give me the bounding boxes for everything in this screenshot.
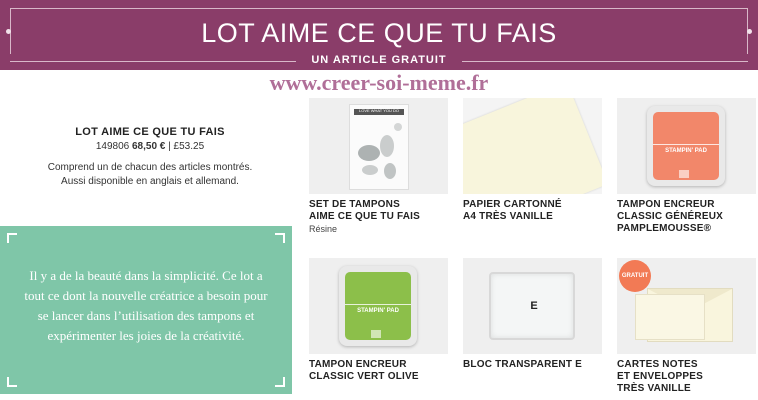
quote-box <box>0 226 292 394</box>
corner-ornament-icon <box>273 233 285 245</box>
corner-ornament-icon <box>7 375 19 387</box>
ink-pad-image <box>339 266 417 346</box>
product-name: CARTES NOTES ET ENVELOPPES TRÈS VANILLE <box>617 359 703 394</box>
bundle-info <box>0 126 300 189</box>
watermark: www.creer-soi-meme.fr <box>269 70 489 95</box>
price-separator: | <box>168 141 171 152</box>
header-banner <box>0 0 758 70</box>
ink-pad-image <box>647 106 725 186</box>
stamp-sheet-label: LOVE WHAT YOU DO <box>358 108 399 113</box>
product-name: PAPIER CARTONNÉ A4 TRÈS VANILLE <box>463 199 562 222</box>
product-name: TAMPON ENCREUR CLASSIC VERT OLIVE <box>309 359 419 382</box>
page-subtitle: UN ARTICLE GRATUIT <box>311 54 447 66</box>
clear-block-image <box>489 272 575 340</box>
ink-pad-label: STAMPIN' PAD <box>357 308 399 314</box>
product-image <box>463 258 602 354</box>
description-line: Aussi disponible en anglais et allemand. <box>61 176 239 187</box>
ink-pad-label: STAMPIN' PAD <box>665 148 707 154</box>
product-material: Résine <box>309 224 338 234</box>
quote-text: Il y a de la beauté dans la simplicité. Ce lot a tout ce dont la nouvelle créatrice a besoin pour se lancer dans l’utilisation des tampons et expérimenter les joies de la créativité. <box>24 268 268 343</box>
product-image <box>617 98 756 194</box>
price-eur: 68,50 € <box>132 141 166 152</box>
product-image <box>309 98 448 194</box>
product-name: TAMPON ENCREUR CLASSIC GÉNÉREUX PAMPLEMOUSSE® <box>617 199 723 234</box>
note-card-image <box>635 294 705 340</box>
free-badge: GRATUIT <box>619 260 651 292</box>
price-gbp: £53.25 <box>173 141 205 152</box>
block-size-label: E <box>530 300 538 312</box>
product-name: SET DE TAMPONS AIME CE QUE TU FAIS <box>309 199 421 222</box>
product-name: BLOC TRANSPARENT E <box>463 359 582 370</box>
description-line: Comprend un de chacun des articles montrés. <box>47 162 253 173</box>
corner-ornament-icon <box>273 375 285 387</box>
product-image <box>309 258 448 354</box>
page-title: LOT AIME CE QUE TU FAIS <box>201 18 557 48</box>
corner-ornament-icon <box>7 233 19 245</box>
bundle-description <box>0 161 300 189</box>
bundle-price <box>0 141 300 152</box>
bundle-ref: 149806 <box>95 141 130 152</box>
product-image <box>463 98 602 194</box>
stamp-sheet-image <box>349 104 409 190</box>
product-image <box>617 258 756 354</box>
bundle-title: LOT AIME CE QUE TU FAIS <box>75 126 225 138</box>
